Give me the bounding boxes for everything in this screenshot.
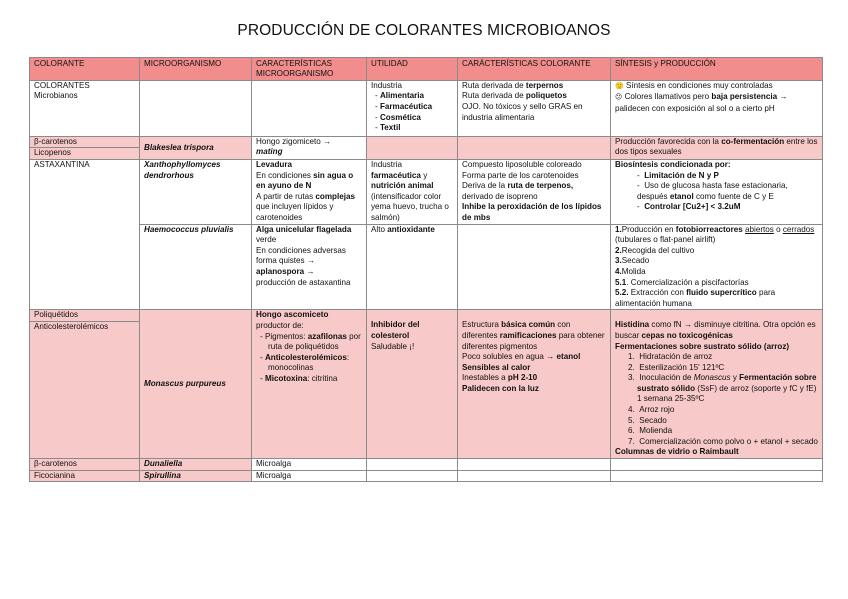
- cell-colorante: Poliquétidos Anticolesterolémicos: [30, 310, 140, 459]
- table-header-row: [30, 58, 823, 81]
- cell-car-colorante: Estructura básica común con diferentes ramificaciones para obtener diferentes pigmentos Poco solubles en agua → etanol Sensibles al calor Inestables a pH 2-10 Palidecen con la luz: [458, 310, 611, 459]
- cell-car-micro: Microalga: [252, 459, 367, 471]
- table-row: [30, 310, 823, 459]
- cell-colorante: β-carotenos Licopenos: [30, 136, 140, 159]
- table-row: [30, 136, 823, 159]
- smile-icon: 🙂: [615, 82, 624, 90]
- cell-car-micro: Hongo zigomiceto → mating: [252, 136, 367, 159]
- cell-colorante: β-carotenos: [30, 459, 140, 471]
- cell-utilidad: Industria farmacéutica y nutrición animal (intensificador color yema huevo, trucha o salmón): [367, 160, 458, 225]
- cell-car-micro: Alga unicelular flagelada verde En condiciones adversas forma quistes → aplanospora → producción de astaxantina: [252, 224, 367, 310]
- cell-colorante: ASTAXANTINA: [30, 160, 140, 310]
- cell-micro: Spirullina: [140, 470, 252, 482]
- cell-sintesis: [611, 470, 823, 482]
- table-row: [30, 459, 823, 471]
- cell-micro: [140, 80, 252, 136]
- cell-utilidad: Inhibidor del colesterol Saludable ¡!: [367, 310, 458, 459]
- cell-micro: Xanthophyllomyces dendrorhous: [140, 160, 252, 225]
- header-caracteristicas-micro: CARACTERÍSTICAS MICROORGANISMO: [252, 58, 367, 81]
- table-row: [30, 160, 823, 225]
- table-row: [30, 80, 823, 136]
- cell-colorante: COLORANTES Microbianos: [30, 80, 140, 136]
- cell-car-micro: Hongo ascomiceto productor de: - Pigmentos: azafilonas por ruta de poliquétidos - Anticolesterolémicos: monocolinas - Micotoxina: citritina: [252, 310, 367, 459]
- cell-micro: Blakeslea trispora: [140, 136, 252, 159]
- cell-car-colorante: [458, 224, 611, 310]
- cell-car-colorante: Compuesto liposoluble coloreado Forma parte de los carotenoides Deriva de la ruta de terpenos, derivado de isopreno Inhibe la peroxidación de los lípidos de mbs: [458, 160, 611, 225]
- cell-car-micro: [252, 80, 367, 136]
- cell-utilidad: Alto antioxidante: [367, 224, 458, 310]
- cell-car-colorante: [458, 470, 611, 482]
- cell-car-colorante: [458, 136, 611, 159]
- cell-car-micro: Levadura En condiciones sin agua o en ayuno de N A partir de rutas complejas que incluyen lípidos y carotenoides: [252, 160, 367, 225]
- cell-micro: Dunaliella: [140, 459, 252, 471]
- header-sintesis: SÍNTESIS y PRODUCCIÓN: [611, 58, 823, 81]
- cell-utilidad: [367, 136, 458, 159]
- header-microorganismo: MICROORGANISMO: [140, 58, 252, 81]
- cell-utilidad: [367, 459, 458, 471]
- cell-sintesis: Producción favorecida con la co-fermentación entre los dos tipos sexuales: [611, 136, 823, 159]
- cell-sintesis: [611, 459, 823, 471]
- colorantes-table: [29, 57, 823, 482]
- cell-utilidad: Industria - Alimentaria - Farmacéutica - Cosmética - Textil: [367, 80, 458, 136]
- cell-sintesis: Biosíntesis condicionada por: - Limitación de N y P - Uso de glucosa hasta fase estacionaria, después etanol como fuente de C y E - Controlar [Cu2+] < 3.2uM: [611, 160, 823, 225]
- cell-utilidad: [367, 470, 458, 482]
- cell-sintesis: 🙂 Síntesis en condiciones muy controladas 😕 Colores llamativos pero baja persistencia → palidecen con exposición al sol o a cierto pH: [611, 80, 823, 136]
- cell-sintesis: Histidina como fN → disminuye citritina. Otra opción es buscar cepas no toxicogénicas Fermentaciones sobre sustrato sólido (arroz) 1. Hidratación de arroz 2. Esterilización 15' 121ºC 3. Inoculación de Monascus y Fermentación sobre sustrato sólido (SsF) de arroz (soporte y fC y fE) 1 semana 25-35ºC 4. Arroz rojo 5. Secado 6. Molienda 7. Comercialización como polvo o + etanol + secado Columnas de vidrio o Raimbault: [611, 310, 823, 459]
- header-utilidad: UTILIDAD: [367, 58, 458, 81]
- table-row: [30, 224, 823, 310]
- cell-car-colorante: [458, 459, 611, 471]
- cell-colorante: Ficocianina: [30, 470, 140, 482]
- header-colorante: COLORANTE: [30, 58, 140, 81]
- header-caracteristicas-colorante: CARÁCTERÍSTICAS COLORANTE: [458, 58, 611, 81]
- cell-car-colorante: Ruta derivada de terpernos Ruta derivada de poliquetos OJO. No tóxicos y sello GRAS en industria alimentaria: [458, 80, 611, 136]
- confused-icon: 😕: [615, 94, 623, 102]
- cell-micro: Haemococcus pluvialis: [140, 224, 252, 310]
- cell-car-micro: Microalga: [252, 470, 367, 482]
- cell-micro: Monascus purpureus: [140, 310, 252, 459]
- table-row: [30, 470, 823, 482]
- page-title: PRODUCCIÓN DE COLORANTES MICROBIOANOS: [237, 22, 611, 39]
- cell-sintesis: 1.Producción en fotobiorreactores abiertos o cerrados (tubulares o flat-panel airlift) 2.Recogida del cultivo 3.Secado 4.Molida 5.1. Comercialización a piscifactorías 5.2. Extracción con fluido supercrítico para alimentación humana: [611, 224, 823, 310]
